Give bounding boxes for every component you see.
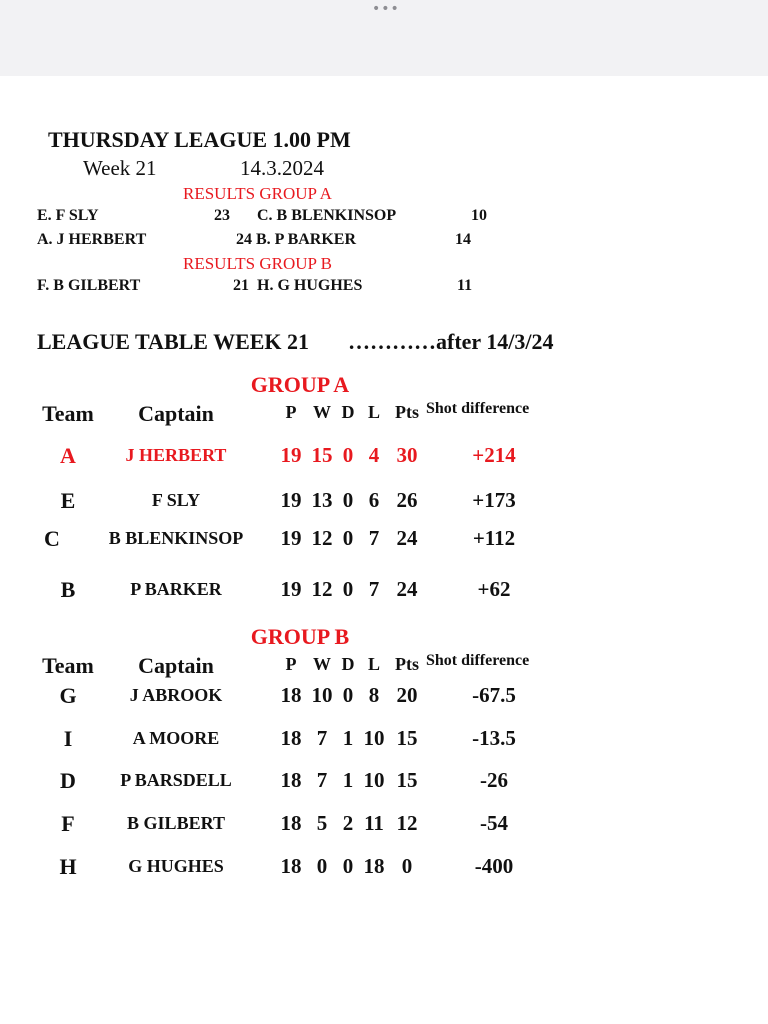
team-cell: D: [60, 768, 76, 793]
drawn-cell: 0: [342, 526, 354, 550]
col-l-header: L: [367, 654, 380, 674]
col-shot-header: Shot difference: [426, 652, 530, 669]
shot-diff-cell: -400: [474, 854, 514, 878]
col-p-header: P: [285, 402, 297, 422]
table-row: [0, 856, 768, 886]
lost-cell: 11: [364, 811, 384, 835]
lost-cell: 10: [363, 726, 385, 750]
lost-cell: 6: [368, 488, 380, 512]
played-cell: 18: [280, 811, 302, 835]
shot-diff-cell: +173: [472, 488, 516, 512]
points-cell: 24: [396, 577, 418, 601]
week-label: Week 21: [83, 156, 157, 180]
points-cell: 15: [396, 768, 418, 792]
result-opponent-score: 10: [471, 207, 487, 224]
lost-cell: 7: [368, 526, 380, 550]
table-header: [0, 400, 768, 433]
col-captain-header: Captain: [138, 401, 214, 426]
points-cell: 12: [396, 811, 418, 835]
won-cell: 0: [316, 854, 328, 878]
shot-diff-cell: -13.5: [472, 726, 516, 750]
team-cell: C: [44, 526, 60, 551]
played-cell: 18: [280, 768, 302, 792]
played-cell: 18: [280, 854, 302, 878]
drawn-cell: 0: [342, 683, 354, 707]
drawn-cell: 1: [342, 768, 354, 792]
played-cell: 18: [280, 726, 302, 750]
team-cell: E: [60, 488, 76, 513]
result-opponent-score: 11: [457, 277, 473, 294]
won-cell: 7: [316, 768, 328, 792]
played-cell: 19: [280, 443, 302, 467]
lost-cell: 8: [368, 683, 380, 707]
table-row: [0, 685, 768, 715]
team-cell: I: [63, 726, 73, 751]
league-table-heading: LEAGUE TABLE WEEK 21: [37, 329, 310, 354]
captain-cell: J HERBERT: [125, 445, 227, 465]
points-cell: 15: [396, 726, 418, 750]
col-l-header: L: [367, 402, 380, 422]
page-title: THURSDAY LEAGUE 1.00 PM: [48, 127, 351, 152]
result-score: 23: [214, 207, 230, 224]
won-cell: 12: [311, 577, 333, 601]
won-cell: 13: [311, 488, 333, 512]
result-opponent: H. G HUGHES: [257, 277, 363, 294]
captain-cell: B BLENKINSOP: [108, 528, 244, 548]
shot-diff-cell: -54: [480, 811, 508, 835]
result-opponent: C. B BLENKINSOP: [257, 207, 397, 224]
captain-cell: B GILBERT: [127, 813, 225, 833]
shot-diff-cell: +112: [472, 526, 516, 550]
league-table-after: …………after 14/3/24: [348, 329, 554, 354]
table-row: [0, 813, 768, 843]
result-player: E. F SLY: [37, 207, 99, 224]
points-cell: 24: [396, 526, 418, 550]
drawn-cell: 2: [342, 811, 354, 835]
won-cell: 12: [311, 526, 333, 550]
table-header: [0, 652, 768, 685]
table-row: [0, 579, 768, 609]
won-cell: 10: [311, 683, 333, 707]
col-team-header: Team: [42, 401, 94, 426]
drawn-cell: 0: [342, 577, 354, 601]
table-row: [0, 490, 768, 520]
col-p-header: P: [285, 654, 297, 674]
col-d-header: D: [341, 402, 355, 422]
group-a-heading: GROUP A: [250, 372, 350, 397]
results-group-a-heading: RESULTS GROUP A: [183, 184, 332, 203]
result-score: 21: [233, 277, 249, 294]
team-cell: F: [61, 811, 75, 836]
shot-diff-cell: -26: [480, 768, 508, 792]
table-row: [0, 770, 768, 800]
captain-cell: A MOORE: [132, 728, 220, 748]
date-label: 14.3.2024: [240, 156, 324, 180]
group-b-heading: GROUP B: [250, 624, 350, 649]
captain-cell: J ABROOK: [129, 685, 223, 705]
result-score: 24: [236, 231, 252, 248]
table-row: [0, 445, 768, 475]
shot-diff-cell: -67.5: [472, 683, 516, 707]
shot-diff-cell: +214: [472, 443, 516, 467]
drawn-cell: 0: [342, 443, 354, 467]
lost-cell: 7: [368, 577, 380, 601]
result-opponent: B. P BARKER: [256, 231, 357, 248]
document-page: [0, 76, 768, 1024]
result-player: A. J HERBERT: [37, 231, 147, 248]
col-captain-header: Captain: [138, 653, 214, 678]
played-cell: 19: [280, 577, 302, 601]
lost-cell: 18: [363, 854, 385, 878]
col-w-header: W: [313, 402, 331, 422]
played-cell: 19: [280, 488, 302, 512]
table-row: [0, 528, 768, 558]
captain-cell: P BARKER: [130, 579, 222, 599]
lost-cell: 10: [363, 768, 385, 792]
points-cell: 0: [401, 854, 413, 878]
won-cell: 7: [316, 726, 328, 750]
col-d-header: D: [341, 654, 355, 674]
team-cell: H: [59, 854, 77, 879]
col-pts-header: Pts: [395, 402, 419, 422]
captain-cell: P BARSDELL: [120, 770, 232, 790]
won-cell: 5: [316, 811, 328, 835]
team-cell: B: [60, 577, 76, 602]
points-cell: 20: [396, 683, 418, 707]
captain-cell: G HUGHES: [128, 856, 224, 876]
team-cell: A: [60, 443, 76, 468]
played-cell: 18: [280, 683, 302, 707]
col-shot-header: Shot difference: [426, 400, 530, 417]
points-cell: 26: [396, 488, 418, 512]
more-dots-icon[interactable]: •••: [372, 1, 400, 17]
drawn-cell: 0: [342, 854, 354, 878]
col-w-header: W: [313, 654, 331, 674]
col-team-header: Team: [42, 653, 94, 678]
team-cell: G: [59, 683, 77, 708]
results-group-b-heading: RESULTS GROUP B: [183, 254, 332, 273]
shot-diff-cell: +62: [477, 577, 511, 601]
won-cell: 15: [311, 443, 333, 467]
result-player: F. B GILBERT: [37, 277, 141, 294]
captain-cell: F SLY: [151, 490, 201, 510]
points-cell: 30: [396, 443, 418, 467]
table-row: [0, 728, 768, 758]
lost-cell: 4: [368, 443, 380, 467]
result-opponent-score: 14: [455, 231, 471, 248]
drawn-cell: 1: [342, 726, 354, 750]
drawn-cell: 0: [342, 488, 354, 512]
viewer-toolbar: [0, 0, 768, 76]
col-pts-header: Pts: [395, 654, 419, 674]
played-cell: 19: [280, 526, 302, 550]
